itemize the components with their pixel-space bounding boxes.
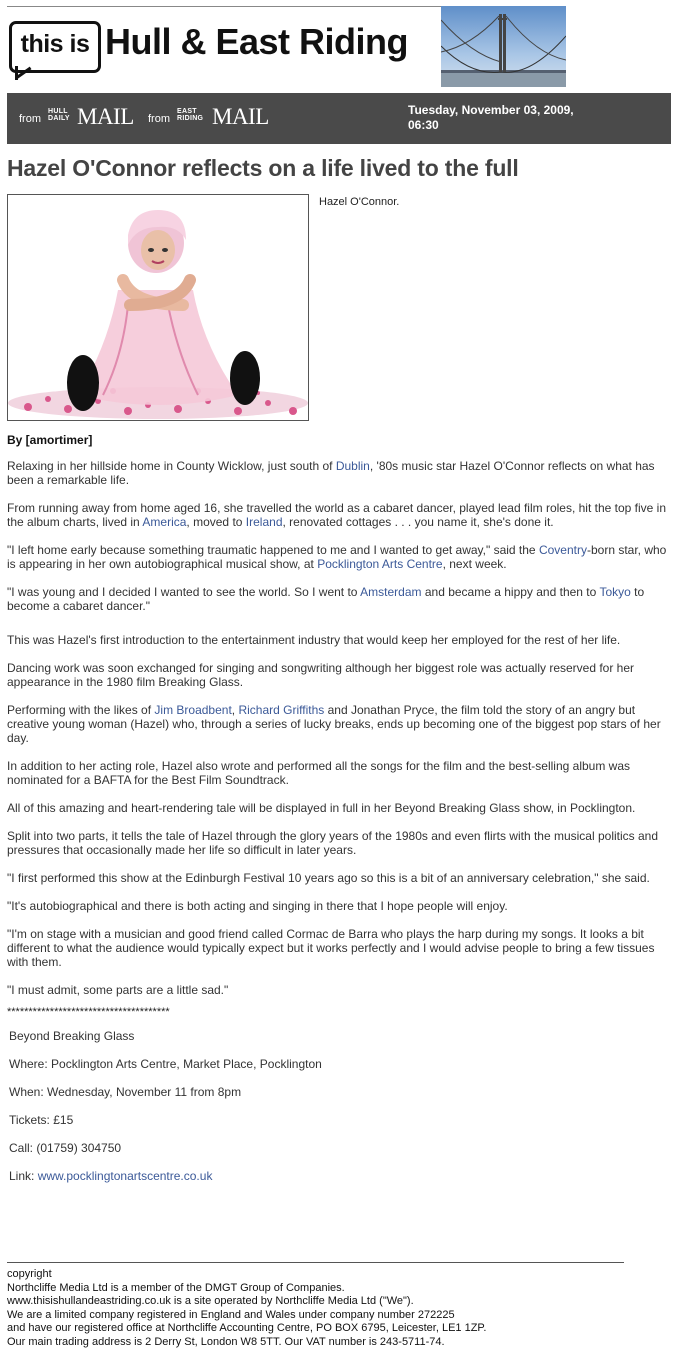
paragraph: "I'm on stage with a musician and good friend called Cormac de Barra who plays the harp during my songs. It looks a bit different to what the audience would typically expect but it works perfectly and I would advise people to bring a few tissues with them. (7, 927, 655, 969)
footer-rule (7, 1262, 624, 1263)
link-amsterdam[interactable]: Amsterdam (360, 585, 422, 599)
photo-caption: Hazel O'Connor. (319, 196, 400, 208)
paragraph: Dancing work was soon exchanged for singing and songwriting although her biggest role was actually reserved for her appearance in the 1980 film Breaking Glass. (7, 661, 635, 689)
article-body (7, 459, 671, 1197)
footer (7, 1268, 486, 1349)
this-is-badge: this is (9, 21, 101, 73)
footer-line: copyright (7, 1268, 52, 1280)
paragraph: Performing with the likes of Jim Broadbent, Richard Griffiths and Jonathan Pryce, the film told the story of an angry but creative young woman (Hazel) who, through a series of lucky breaks, ends up becoming one of the biggest pop stars of her day. (7, 703, 661, 745)
link-ireland[interactable]: Ireland (245, 515, 283, 529)
link-dublin[interactable]: Dublin (335, 459, 370, 473)
byline: By [amortimer] (7, 433, 93, 447)
footer-line: Our main trading address is 2 Derry St, London W8 5TT. Our VAT number is 243-5711-74. (7, 1335, 445, 1348)
link-richard-griffiths[interactable]: Richard Griffiths (238, 703, 325, 717)
site-title: Hull & East Riding (105, 21, 409, 62)
event-title: Beyond Breaking Glass (9, 1029, 135, 1043)
link-jim-broadbent[interactable]: Jim Broadbent (154, 703, 232, 717)
paragraph: "It's autobiographical and there is both acting and singing in there that I hope people will enjoy. (7, 899, 508, 913)
event-info (7, 1029, 671, 1183)
footer-line: and have our registered office at Northcliffe Accounting Centre, PO BOX 6795, Leicester, LE1 1ZP. (7, 1322, 487, 1334)
mail-wordmark: MAIL (212, 104, 269, 129)
humber-bridge-image (441, 6, 566, 87)
link-pocklington-arts-centre[interactable]: Pocklington Arts Centre (317, 557, 443, 571)
footer-line: We are a limited company registered in England and Wales under company number 272225 (7, 1308, 455, 1321)
from-label: from (19, 113, 41, 125)
from-label: from (148, 113, 170, 125)
event-link-row: Link: www.pocklingtonartscentre.co.uk (9, 1169, 213, 1183)
link-america[interactable]: America (142, 515, 187, 529)
paragraph: "I first performed this show at the Edinburgh Festival 10 years ago so this is a bit of an anniversary celebration," she said. (7, 871, 650, 885)
paper-small-label: EAST RIDING (177, 108, 204, 122)
link-tokyo[interactable]: Tokyo (599, 585, 631, 599)
article-photo (7, 194, 309, 421)
paragraph: "I left home early because something traumatic happened to me and I wanted to get away," said the Coventry-born star, who is appearing in her own autobiographical musical show, at Pocklington Arts Centre, next week. (7, 543, 667, 571)
paragraph: All of this amazing and heart-rendering tale will be displayed in full in her Beyond Breaking Glass show, in Pocklington. (7, 801, 636, 815)
paragraph: In addition to her acting role, Hazel also wrote and performed all the songs for the film and the best-selling album was nominated for a BAFTA for the Best Film Soundtrack. (7, 759, 631, 787)
hazel-oconnor-photo (8, 195, 308, 420)
paragraph: "I must admit, some parts are a little sad." (7, 983, 229, 997)
event-tickets: Tickets: £15 (9, 1113, 74, 1127)
event-where: Where: Pocklington Arts Centre, Market Place, Pocklington (9, 1057, 322, 1071)
masthead-bar (7, 93, 671, 144)
separator-stars: ************************************** (7, 1006, 170, 1018)
event-call: Call: (01759) 304750 (9, 1141, 122, 1155)
paragraph: From running away from home aged 16, she travelled the world as a cabaret dancer, played lead film roles, hit the top five in the album charts, lived in America, moved to Ireland, renovated cottages . . . you name it, she's done it. (7, 501, 667, 529)
paragraph: This was Hazel's first introduction to the entertainment industry that would keep her employed for the rest of her life. (7, 633, 621, 647)
east-riding-mail-link[interactable] (148, 105, 273, 133)
paragraph: Relaxing in her hillside home in County Wicklow, just south of Dublin, '80s music star Hazel O'Connor reflects on what has been a remarkable life. (7, 459, 655, 487)
paper-small-label: HULL DAILY (48, 108, 70, 122)
paragraph: Split into two parts, it tells the tale of Hazel through the glory years of the 1980s and even flirts with the musical politics and pressures that occasionally made her life so difficult in later years. (7, 829, 659, 857)
paragraph: "I was young and I decided I wanted to see the world. So I went to Amsterdam and became a hippy and then to Tokyo to become a cabaret dancer." (7, 585, 645, 613)
link-coventry[interactable]: Coventry (538, 543, 587, 557)
hull-daily-mail-link[interactable] (19, 105, 139, 133)
publish-date: Tuesday, November 03, 2009, 06:30 (408, 103, 574, 132)
link-pocklington-website[interactable]: www.pocklingtonartscentre.co.uk (37, 1169, 213, 1183)
footer-line: Northcliffe Media Ltd is a member of the DMGT Group of Companies. (7, 1281, 345, 1294)
footer-line: www.thisishullandeastriding.co.uk is a site operated by Northcliffe Media Ltd ("We"). (7, 1295, 414, 1307)
article-headline: Hazel O'Connor reflects on a life lived to the full (7, 155, 519, 181)
mail-wordmark: MAIL (77, 104, 134, 129)
bridge-photo (441, 6, 566, 87)
event-when: When: Wednesday, November 11 from 8pm (9, 1085, 242, 1099)
site-logo[interactable] (7, 17, 447, 87)
